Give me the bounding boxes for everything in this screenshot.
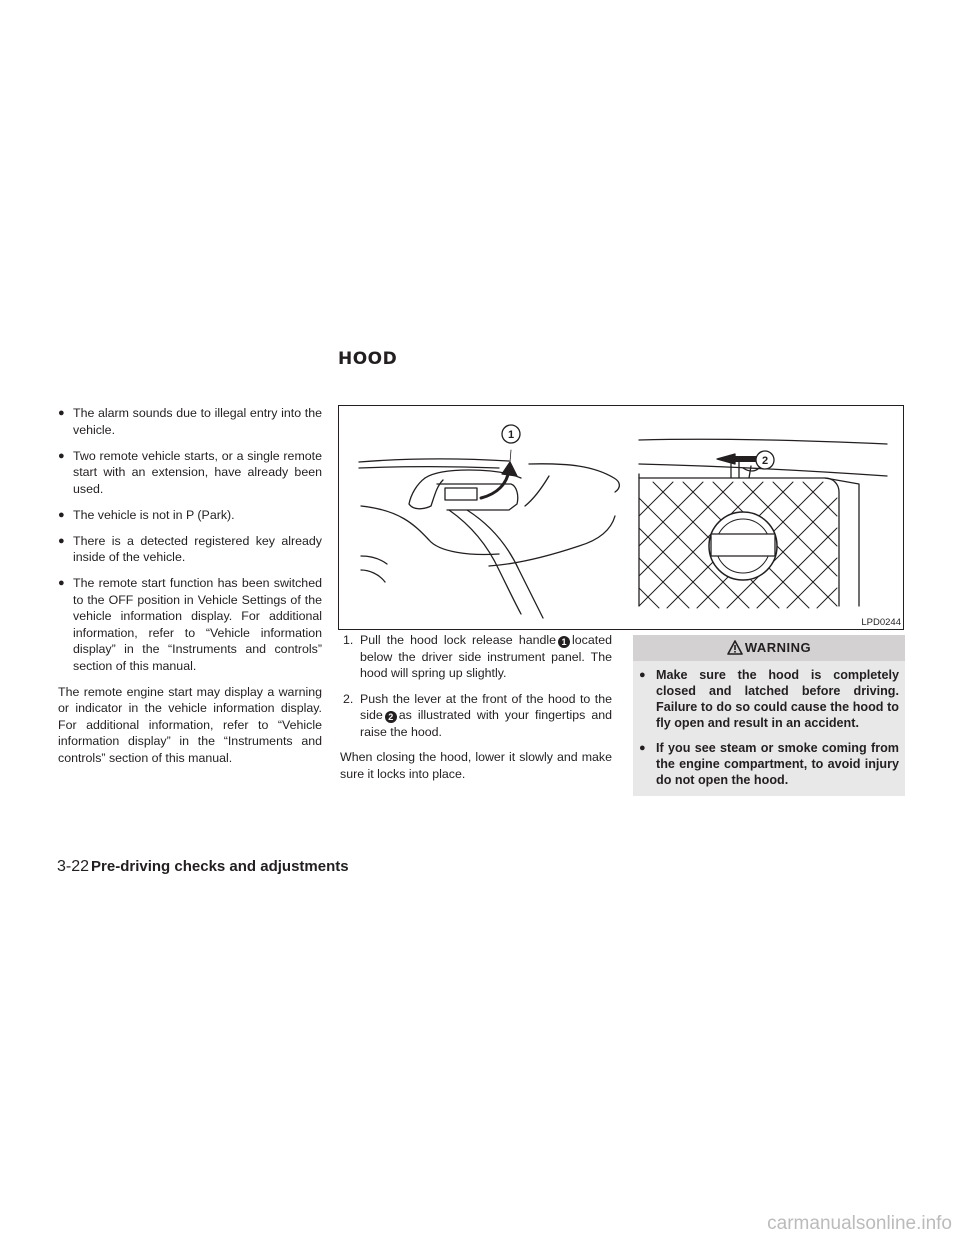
callout-2-icon: 2	[385, 711, 397, 723]
list-item: ● Make sure the hood is completely closed and latched before driving. Failure to do so could cause the hood to fly open and result in an accident.	[639, 668, 899, 730]
warning-box	[633, 635, 905, 796]
warning-header	[633, 635, 905, 661]
figure-code: LPD0244	[861, 617, 901, 628]
list-item: ● If you see steam or smoke coming from the engine compartment, to avoid injury do not open the hood.	[639, 741, 899, 787]
warning-title: WARNING	[744, 640, 812, 655]
list-item: ● The vehicle is not in P (Park).	[58, 507, 235, 522]
warning-list	[639, 667, 899, 788]
list-item: ● Two remote vehicle starts, or a single remote start with an extension, have already been used.	[58, 448, 322, 496]
bullet-icon: ●	[58, 577, 65, 589]
hood-release-illustration	[338, 405, 904, 630]
page-number: 3-22	[57, 858, 90, 875]
middle-column	[340, 632, 612, 782]
closing-paragraph: When closing the hood, lower it slowly and make sure it locks into place.	[340, 750, 612, 781]
list-item: ● The alarm sounds due to illegal entry into the vehicle.	[58, 406, 322, 437]
callout-1-label: 1	[507, 429, 515, 441]
callout-1-icon: 1	[558, 636, 570, 648]
bullet-icon: ●	[58, 508, 65, 521]
remote-start-paragraph: The remote engine start may display a warning or indicator in the vehicle information display. For additional information, refer to “Vehicle information display” in the “Instruments and controls” section of this manual.	[58, 684, 322, 765]
hood-illustration-svg	[339, 406, 904, 630]
bullet-icon: ●	[639, 669, 646, 681]
page-footer	[57, 858, 349, 876]
step-item: 2. Push the lever at the front of the hood to the side 2 as illustrated with your fingertips and raise the hood.	[343, 691, 612, 739]
bullet-icon: ●	[639, 742, 646, 754]
bullet-icon: ●	[58, 407, 65, 419]
warning-body	[633, 661, 905, 796]
callout-2-label: 2	[761, 455, 769, 467]
warning-triangle-icon	[727, 638, 743, 664]
watermark: carmanualsonline.info	[767, 1213, 952, 1234]
section-title: HOOD	[338, 349, 398, 369]
condition-list	[58, 405, 322, 674]
chapter-title: Pre-driving checks and adjustments	[91, 858, 349, 875]
bullet-icon: ●	[58, 534, 65, 547]
list-item: ● The remote start function has been switched to the OFF position in Vehicle Settings of the vehicle information display. For additional information, refer to “Vehicle information display” in the “Instruments and controls” section of this manual.	[58, 576, 322, 673]
list-item: ● There is a detected registered key already inside of the vehicle.	[58, 533, 322, 564]
hood-opening-steps	[340, 632, 612, 740]
left-column	[58, 405, 322, 766]
step-item: 1. Pull the hood lock release handle 1 located below the driver side instrument panel. The hood will spring up slightly.	[343, 633, 612, 680]
bullet-icon: ●	[58, 449, 65, 462]
